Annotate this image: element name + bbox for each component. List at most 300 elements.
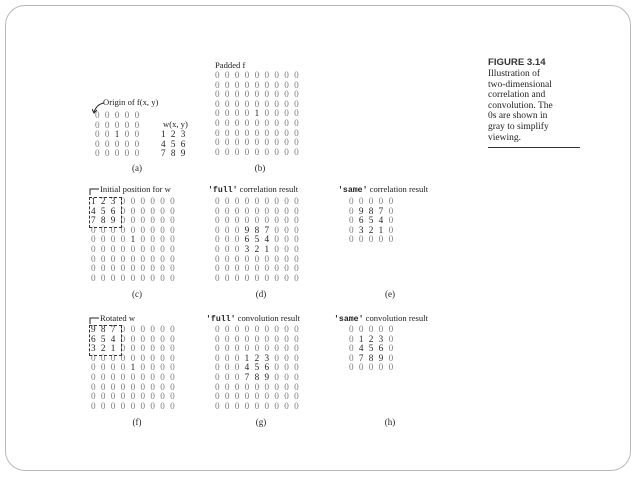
grid-cell: 0 [110,234,116,245]
grid-cell: 0 [274,70,280,80]
grid-cell: 0 [264,391,270,402]
grid-cell: 0 [160,234,166,245]
grid-cell: 0 [120,333,126,344]
grid-cell: 0 [150,352,156,363]
grid-cell: 0 [124,110,130,120]
grid-cell: 0 [110,381,116,392]
grid-cell: 0 [130,371,136,382]
grid-cell: 0 [234,127,240,138]
grid-cell: 0 [284,352,290,363]
grid-cell: 4 [110,333,116,344]
grid-cell: 0 [91,272,97,283]
grid-cell: 0 [368,362,374,373]
grid-cell: 0 [254,343,260,354]
grid-h [349,325,398,373]
grid-cell: 0 [244,215,250,226]
grid-cell: 0 [170,205,176,216]
grid-b [215,71,304,157]
grid-cell: 0 [91,253,97,264]
grid-cell: 6 [110,205,116,216]
grid-cell: 0 [215,263,221,274]
grid-cell: 0 [294,362,300,373]
grid-cell: 0 [264,137,270,148]
grid-cell: 0 [224,352,230,363]
grid-cell: 0 [264,272,270,283]
grid-cell: 0 [215,224,221,235]
grid-cell: 0 [160,333,166,344]
grid-cell: 0 [274,333,280,344]
grid-cell: 0 [234,196,240,206]
grid-cell: 0 [110,391,116,402]
grid-cell: 0 [294,146,300,157]
grid-cell: 0 [234,371,240,382]
grid-cell: 0 [234,89,240,100]
grid-cell: 0 [234,333,240,344]
grid-cell: 0 [170,362,176,373]
grid-cell: 0 [100,371,106,382]
grid-cell: 0 [170,381,176,392]
grid-cell: 0 [150,333,156,344]
grid-cell: 0 [274,146,280,157]
grid-cell: 0 [150,263,156,274]
grid-cell: 0 [284,127,290,138]
grid-h-row [349,363,398,373]
grid-cell: 0 [150,224,156,235]
grid-cell: 9 [91,324,97,334]
grid-d [215,197,304,283]
grid-cell: 0 [224,400,230,411]
grid-e-row [349,235,398,245]
grid-cell: 0 [215,196,221,206]
grid-cell: 0 [95,119,101,130]
grid-b-row [215,148,304,158]
grid-cell: 0 [378,362,384,373]
grid-cell: 0 [215,89,221,100]
grid-cell: 4 [378,215,384,226]
grid-cell: 0 [215,234,221,245]
grid-cell: 0 [284,362,290,373]
grid-cell: 0 [130,205,136,216]
grid-cell: 0 [170,352,176,363]
grid-cell: 0 [140,243,146,254]
grid-cell: 0 [284,117,290,128]
grid-cell: 0 [378,234,384,245]
grid-e [349,197,398,245]
grid-cell: 0 [150,215,156,226]
grid-cell: 0 [150,253,156,264]
grid-cell: 0 [130,243,136,254]
grid-cell: 0 [234,215,240,226]
grid-cell: 0 [120,272,126,283]
grid-cell: 0 [91,224,97,235]
grid-cell: 0 [234,243,240,254]
grid-cell: 0 [215,127,221,138]
grid-cell: 0 [224,98,230,109]
grid-cell: 0 [274,224,280,235]
grid-cell: 0 [244,70,250,80]
grid-cell: 0 [124,129,130,140]
grid-cell: 0 [170,263,176,274]
grid-cell: 0 [388,352,394,363]
grid-cell: 0 [140,324,146,334]
grid-cell: 0 [244,343,250,354]
grid-cell: 0 [215,400,221,411]
same-convolution-label: 'same' convolution result [334,313,428,324]
grid-cell: 0 [130,215,136,226]
grid-cell: 0 [234,117,240,128]
grid-cell: 0 [294,400,300,411]
grid-cell: 0 [358,234,364,245]
grid-cell: 0 [264,98,270,109]
grid-cell: 0 [215,371,221,382]
grid-cell: 0 [244,253,250,264]
grid-cell: 0 [130,381,136,392]
grid-cell: 0 [140,253,146,264]
grid-cell: 0 [284,196,290,206]
grid-cell: 0 [264,79,270,90]
grid-cell: 0 [349,215,355,226]
grid-c-row [91,274,180,284]
grid-cell: 0 [234,263,240,274]
grid-cell: 0 [130,253,136,264]
grid-cell: 0 [234,224,240,235]
grid-cell: 0 [224,70,230,80]
grid-cell: 0 [215,70,221,80]
grid-cell: 0 [95,129,101,140]
grid-cell: 0 [160,272,166,283]
grid-cell: 0 [254,391,260,402]
grid-cell: 0 [95,110,101,120]
grid-cell: 0 [244,127,250,138]
grid-cell: 0 [150,400,156,411]
grid-cell: 0 [140,381,146,392]
grid-cell: 0 [140,362,146,373]
grid-cell: 0 [150,272,156,283]
grid-cell: 0 [170,234,176,245]
grid-cell: 0 [114,138,120,149]
grid-cell: 9 [110,215,116,226]
grid-cell: 0 [254,98,260,109]
grid-cell: 0 [215,324,221,334]
grid-cell: 0 [254,215,260,226]
grid-cell: 6 [91,333,97,344]
grid-cell: 0 [170,343,176,354]
grid-cell: 0 [160,205,166,216]
grid-cell: 0 [234,205,240,216]
grid-cell: 0 [110,400,116,411]
grid-cell: 0 [244,400,250,411]
grid-cell: 0 [244,196,250,206]
grid-cell: 3 [264,352,270,363]
caption-d: (d) [255,289,267,299]
grid-cell: 0 [254,253,260,264]
grid-cell: 0 [244,89,250,100]
grid-cell: 0 [215,137,221,148]
grid-cell: 0 [140,352,146,363]
grid-cell: 0 [150,234,156,245]
grid-cell: 0 [244,272,250,283]
grid-cell: 0 [120,253,126,264]
grid-cell: 0 [130,272,136,283]
grid-cell: 1 [130,234,136,245]
grid-cell: 2 [254,243,260,254]
grid-cell: 7 [91,215,97,226]
grid-a-w-row [161,149,191,159]
grid-cell: 0 [388,343,394,354]
grid-cell: 0 [294,79,300,90]
grid-cell: 1 [264,243,270,254]
grid-cell: 0 [91,234,97,245]
grid-cell: 0 [368,196,374,206]
grid-cell: 4 [244,362,250,373]
grid-cell: 1 [91,196,97,206]
grid-cell: 0 [274,272,280,283]
grid-cell: 6 [378,343,384,354]
grid-cell: 0 [215,79,221,90]
grid-cell: 0 [274,215,280,226]
grid-cell: 3 [378,333,384,344]
grid-cell: 0 [100,253,106,264]
grid-cell: 0 [254,70,260,80]
grid-cell: 0 [388,205,394,216]
grid-cell: 0 [234,146,240,157]
grid-cell: 0 [170,400,176,411]
padded-f-label: Padded f [215,60,246,70]
grid-cell: 0 [160,243,166,254]
grid-cell: 0 [130,196,136,206]
grid-cell: 0 [140,205,146,216]
grid-cell: 0 [224,243,230,254]
grid-cell: 0 [215,381,221,392]
grid-cell: 0 [215,108,221,119]
grid-cell: 0 [368,234,374,245]
grid-cell: 0 [388,224,394,235]
grid-cell: 0 [284,205,290,216]
grid-cell: 6 [358,215,364,226]
grid-a-f [95,111,144,159]
grid-cell: 0 [110,272,116,283]
caption-f: (f) [132,417,142,427]
grid-cell: 0 [224,205,230,216]
grid-cell: 0 [349,324,355,334]
grid-cell: 0 [388,234,394,245]
grid-cell: 0 [284,89,290,100]
grid-cell: 0 [170,272,176,283]
grid-cell: 0 [264,333,270,344]
grid-cell: 0 [140,272,146,283]
grid-cell: 0 [140,400,146,411]
grid-cell: 0 [349,205,355,216]
caption-h: (h) [384,417,396,427]
grid-cell: 0 [120,224,126,235]
grid-cell: 0 [100,243,106,254]
grid-cell: 0 [264,324,270,334]
grid-cell: 0 [274,79,280,90]
grid-cell: 0 [224,362,230,373]
grid-cell: 0 [284,343,290,354]
grid-cell: 0 [150,196,156,206]
grid-cell: 0 [160,263,166,274]
grid-cell: 0 [160,400,166,411]
grid-cell: 0 [254,333,260,344]
grid-cell: 0 [140,333,146,344]
grid-cell: 0 [234,324,240,334]
grid-cell: 0 [264,89,270,100]
grid-cell: 0 [215,215,221,226]
grid-cell: 0 [294,253,300,264]
grid-cell: 0 [244,146,250,157]
grid-cell: 0 [274,117,280,128]
grid-cell: 0 [264,381,270,392]
grid-cell: 0 [254,263,260,274]
caption-g: (g) [255,417,267,427]
grid-cell: 0 [274,371,280,382]
grid-cell: 0 [170,391,176,402]
grid-cell: 0 [120,243,126,254]
grid-cell: 0 [234,253,240,264]
grid-cell: 0 [388,196,394,206]
grid-cell: 0 [234,108,240,119]
grid-cell: 0 [160,391,166,402]
grid-cell: 0 [140,371,146,382]
grid-cell: 0 [224,234,230,245]
grid-cell: 0 [120,391,126,402]
grid-cell: 0 [284,400,290,411]
grid-cell: 0 [104,129,110,140]
grid-cell: 0 [100,362,106,373]
grid-cell: 0 [274,108,280,119]
grid-cell: 0 [358,362,364,373]
grid-cell: 0 [100,352,106,363]
grid-cell: 6 [180,138,186,149]
grid-cell: 0 [160,224,166,235]
grid-cell: 0 [170,243,176,254]
grid-cell: 5 [368,215,374,226]
grid-cell: 8 [254,224,260,235]
grid-cell: 9 [358,205,364,216]
grid-cell: 0 [274,127,280,138]
grid-cell: 0 [160,196,166,206]
grid-cell: 0 [294,205,300,216]
grid-cell: 0 [254,79,260,90]
initial-position-arrow-icon [88,186,100,196]
grid-cell: 0 [114,110,120,120]
grid-cell: 0 [104,148,110,159]
grid-cell: 0 [170,215,176,226]
grid-cell: 3 [244,243,250,254]
grid-cell: 0 [234,362,240,373]
grid-cell: 0 [215,117,221,128]
grid-cell: 2 [170,129,176,139]
full-convolution-label: 'full' convolution result [206,313,300,324]
grid-cell: 0 [284,272,290,283]
grid-cell: 0 [368,324,374,334]
grid-cell: 7 [244,371,250,382]
grid-cell: 0 [349,362,355,373]
grid-cell: 0 [130,224,136,235]
grid-cell: 0 [274,205,280,216]
grid-cell: 0 [264,117,270,128]
grid-cell: 0 [170,196,176,206]
grid-cell: 2 [100,196,106,206]
caption-a: (a) [132,163,142,173]
grid-cell: 0 [294,333,300,344]
grid-cell: 0 [215,362,221,373]
grid-a-w [161,130,191,159]
grid-cell: 0 [284,333,290,344]
grid-g-row [215,402,304,412]
grid-cell: 0 [110,243,116,254]
grid-cell: 0 [234,98,240,109]
grid-cell: 0 [150,391,156,402]
grid-cell: 0 [264,400,270,411]
initial-position-label: Initial position for w [100,184,171,194]
grid-cell: 0 [120,352,126,363]
grid-cell: 0 [114,148,120,159]
grid-cell: 7 [378,205,384,216]
grid-cell: 0 [244,117,250,128]
grid-cell: 0 [120,343,126,354]
grid-cell: 0 [234,234,240,245]
grid-cell: 0 [284,253,290,264]
grid-cell: 0 [100,234,106,245]
grid-cell: 0 [274,243,280,254]
grid-cell: 0 [294,371,300,382]
grid-cell: 0 [284,381,290,392]
grid-cell: 0 [120,205,126,216]
grid-cell: 0 [388,333,394,344]
grid-cell: 0 [294,98,300,109]
grid-cell: 0 [124,138,130,149]
grid-cell: 0 [91,352,97,363]
grid-cell: 0 [170,224,176,235]
grid-cell: 8 [170,148,176,159]
grid-cell: 0 [224,324,230,334]
grid-cell: 0 [91,243,97,254]
grid-cell: 0 [244,381,250,392]
grid-cell: 0 [234,391,240,402]
grid-cell: 0 [254,117,260,128]
grid-cell: 0 [284,146,290,157]
grid-cell: 0 [150,243,156,254]
grid-d-row [215,274,304,284]
grid-cell: 0 [150,371,156,382]
grid-cell: 8 [254,371,260,382]
grid-cell: 0 [294,263,300,274]
grid-cell: 0 [274,352,280,363]
grid-cell: 0 [349,224,355,235]
grid-cell: 0 [170,253,176,264]
grid-cell: 0 [100,272,106,283]
grid-cell: 0 [110,263,116,274]
grid-cell: 0 [224,272,230,283]
grid-cell: 0 [234,70,240,80]
grid-cell: 0 [150,362,156,373]
grid-cell: 7 [358,352,364,363]
grid-cell: 0 [224,146,230,157]
grid-cell: 0 [224,215,230,226]
grid-cell: 0 [284,98,290,109]
grid-cell: 0 [284,137,290,148]
grid-cell: 0 [140,215,146,226]
grid-cell: 0 [95,138,101,149]
grid-cell: 5 [254,234,260,245]
caption-e: (e) [385,289,395,299]
grid-cell: 0 [224,224,230,235]
caption-c: (c) [132,289,142,299]
grid-cell: 0 [274,98,280,109]
grid-cell: 0 [254,272,260,283]
